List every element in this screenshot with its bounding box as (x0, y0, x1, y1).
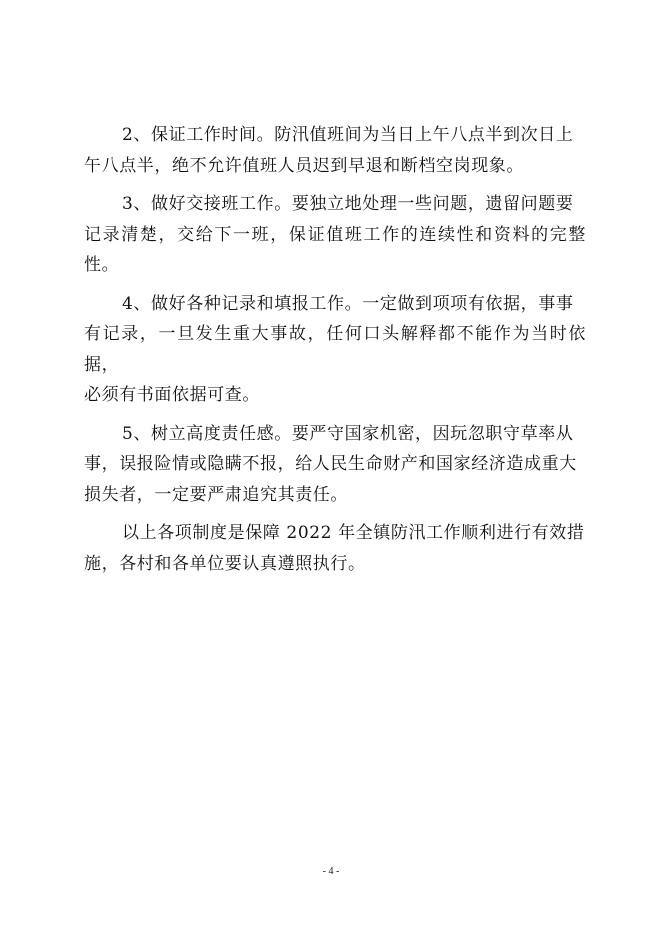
paragraph-item-5: 5、树立高度责任感。要严守国家机密，因玩忽职守草率从 事，误报险情或隐瞒不报，给人民生命财产和国家经济造成重大 损失者，一定要严肃追究其责任。 (84, 423, 577, 505)
paragraph-item-2: 2、保证工作时间。防汛值班间为当日上午八点半到次日上 午八点半，绝不允许值班人员迟到早退和断档空岗现象。 (84, 125, 574, 176)
paragraph-item-3: 3、做好交接班工作。要独立地处理一些问题，遗留问题要 记录清楚，交给下一班，保证值班工作的连续性和资料的完整性。 (84, 194, 586, 275)
paragraph-conclusion: 以上各项制度是保障 2022 年全镇防汛工作顺利进行有效措 施，各村和各单位要认真遵照执行。 (84, 523, 585, 574)
document-body (84, 120, 586, 587)
page-number: - 4 - (322, 866, 340, 877)
paragraph-item-4: 4、做好各种记录和填报工作。一定做到项项有依据，事事 有记录，一旦发生重大事故，任何口头解释都不能作为当时依据， 必须有书面依据可查。 (84, 293, 586, 405)
